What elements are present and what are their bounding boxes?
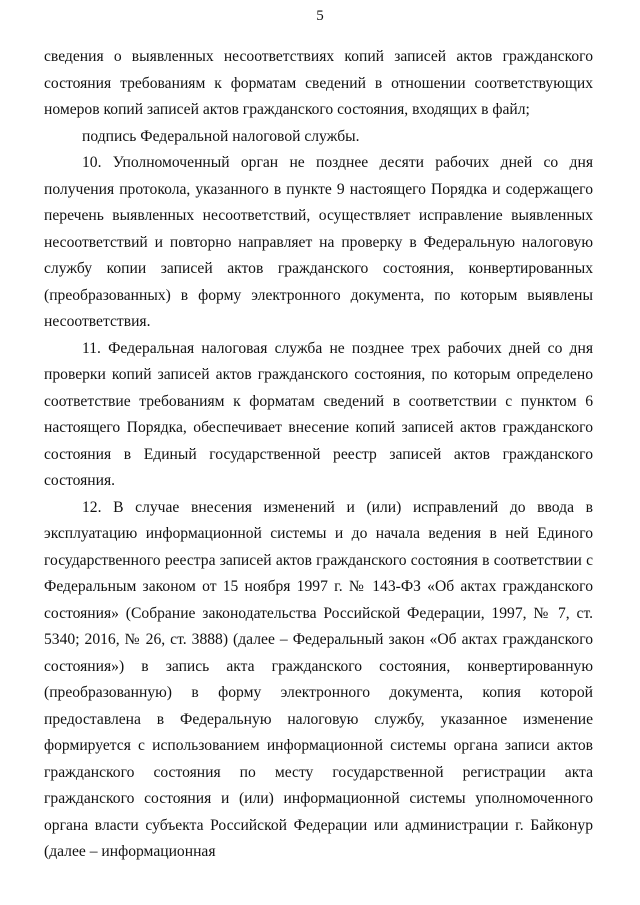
paragraph-item-10: 10. Уполномоченный орган не позднее десяти рабочих дней со дня получения протокола, указанного в пункте 9 настоящего Порядка и содержащего перечень выявленных несоответствий, осуществляет исправление выявленных несоответствий и повторно направляет на проверку в Федеральную налоговую службу копии записей актов гражданского состояния, конвертированных (преобразованных) в форму электронного документа, по которым выявлены несоответствия.	[44, 154, 593, 330]
paragraph-item-12: 12. В случае внесения изменений и (или) исправлений до ввода в эксплуатацию информационной системы и до начала ведения в ней Единого государственного реестра записей актов гражданского состояния в соответствии с Федеральным законом от 15 ноября 1997 г. № 143-ФЗ «Об актах гражданского состояния» (Собрание законодательства Российской Федерации, 1997, № 7, ст. 5340; 2016, № 26, ст. 3888) (далее – Федеральный закон «Об актах гражданского состояния») в запись акта гражданского состояния, конвертированную (преобразованную) в форму электронного документа, копия которой предоставлена в Федеральную налоговую службу, указанное изменение формируется с использованием информационной системы органа записи актов гражданского состояния по месту государственной регистрации акта гражданского состояния и (или) информационной системы уполномоченного органа власти субъекта Российской Федерации или администрации г. Байконур (далее – информационная	[44, 498, 593, 860]
page-number: 5	[316, 8, 324, 24]
paragraph-item-11: 11. Федеральная налоговая служба не позднее трех рабочих дней со дня проверки копий записей актов гражданского состояния, по которым определено соответствие требованиям к форматам сведений в соответствии с пунктом 6 настоящего Порядка, обеспечивает внесение копий записей актов гражданского состояния в Единый государственной реестр записей актов гражданского состояния.	[44, 339, 593, 489]
paragraph-1: сведения о выявленных несоответствиях копий записей актов гражданского состояния требованиям к форматам сведений в отношении соответствующих номеров копий записей актов гражданского состояния, входящих в файл;	[44, 48, 593, 118]
document-body	[44, 44, 593, 866]
paragraph-2: подпись Федеральной налоговой службы.	[82, 127, 360, 145]
